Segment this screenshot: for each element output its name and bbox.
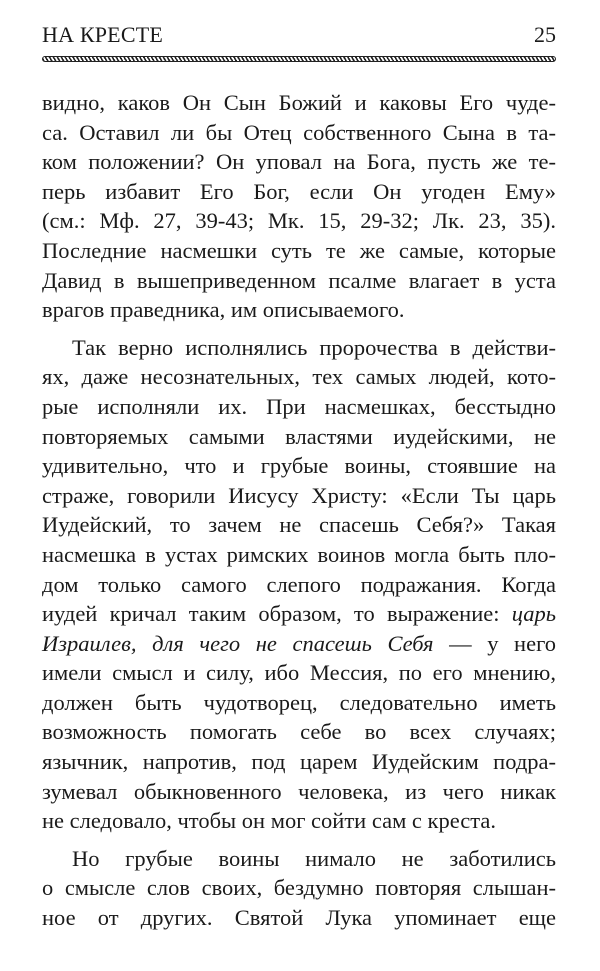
paragraph-1: [42, 88, 556, 325]
paragraph-gap: [42, 325, 556, 333]
text-line: ях, даже несознательных, тех самых людей, кото-: [42, 364, 556, 390]
italic-quote: Израилев, для чего не спасешь Себя: [42, 630, 434, 656]
text-line: ное от других. Святой Лука упоминает еще: [42, 905, 556, 931]
text-line: Последние насмешки суть те же самые, которые: [42, 237, 556, 263]
text-run: иудей кричал таким образом, то выражение:: [42, 601, 512, 627]
text-line: са. Оставил ли бы Отец собственного Сына в та-: [42, 119, 556, 145]
running-title: НА КРЕСТЕ: [42, 22, 163, 47]
text-line: страже, говорили Иисусу Христу: «Если Ты царь: [42, 482, 556, 508]
page-number: 25: [534, 22, 556, 47]
running-header: [42, 22, 556, 50]
text-line: перь избавит Его Бог, если Он угоден Ему»: [42, 178, 556, 204]
text-line: возможность помогать себе во всех случаях;: [42, 719, 556, 745]
body-text: [42, 88, 556, 933]
paragraph-2: [42, 333, 556, 836]
italic-quote: царь: [511, 601, 556, 627]
text-line-mixed: [42, 599, 556, 629]
text-line: язычник, напротив, под царем Иудейским подра-: [42, 749, 556, 775]
rope-divider: [42, 56, 556, 62]
text-line: имели смысл и силу, ибо Мессия, по его мнению,: [42, 660, 556, 686]
text-line-mixed: [42, 629, 556, 659]
text-line: удивительно, что и грубые воины, стоявшие на: [42, 453, 556, 479]
text-line: Так верно исполнялись пророчества в действи-: [72, 334, 556, 360]
text-line: о смысле слов своих, бездумно повторяя слышан-: [42, 875, 556, 901]
text-line: не следовало, чтобы он мог сойти сам с креста.: [42, 808, 496, 834]
text-line: Давид в вышеприведенном псалме влагает в уста: [42, 267, 556, 293]
text-line: дом только самого слепого подражания. Когда: [42, 571, 556, 597]
text-line: ком положении? Он уповал на Бога, пусть же те-: [42, 149, 556, 175]
text-line: должен быть чудотворец, следовательно иметь: [42, 689, 556, 715]
text-line: (см.: Мф. 27, 39-43; Мк. 15, 29-32; Лк. 23, 35).: [42, 208, 556, 234]
text-line: Но грубые воины нимало не заботились: [72, 845, 556, 871]
text-line: повторяемых самыми властями иудейскими, не: [42, 423, 556, 449]
paragraph-3: [42, 844, 556, 933]
text-line: насмешка в устах римских воинов могла быть пло-: [42, 541, 556, 567]
text-line: зумевал обыкновенного человека, из чего никак: [42, 778, 556, 804]
text-run: — у него: [433, 630, 556, 656]
paragraph-gap: [42, 836, 556, 844]
text-line: видно, каков Он Сын Божий и каковы Его чуде-: [42, 90, 556, 115]
text-line: Иудейский, то зачем не спасешь Себя?» Такая: [42, 512, 556, 538]
text-line: врагов праведника, им описываемого.: [42, 297, 405, 323]
text-line: рые исполняли их. При насмешках, бесстыдно: [42, 393, 556, 419]
